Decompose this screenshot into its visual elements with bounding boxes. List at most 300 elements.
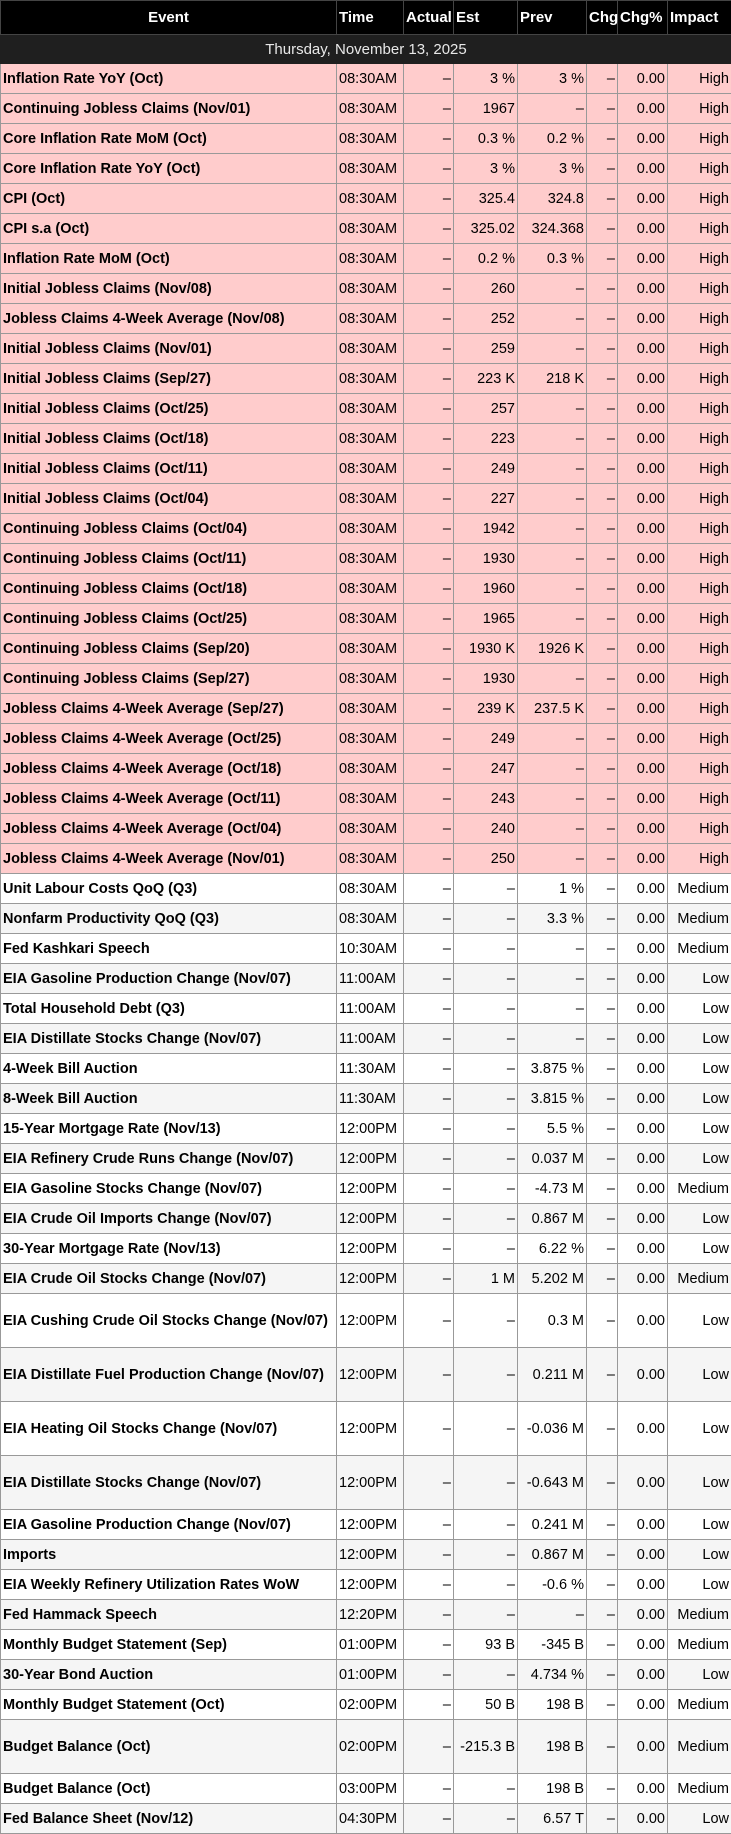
time-cell: 10:30AM <box>337 934 404 964</box>
impact-cell: Medium <box>668 1720 731 1774</box>
impact-cell: Low <box>668 1456 731 1510</box>
chg-cell: – <box>587 604 618 634</box>
time-cell: 08:30AM <box>337 784 404 814</box>
time-cell: 08:30AM <box>337 874 404 904</box>
est-cell: 0.3 % <box>454 124 518 154</box>
event-cell: Initial Jobless Claims (Oct/11) <box>1 454 337 484</box>
table-row[interactable] <box>1 1174 731 1204</box>
table-row[interactable] <box>1 94 731 124</box>
event-cell: Core Inflation Rate MoM (Oct) <box>1 124 337 154</box>
chg-pct-cell: 0.00 <box>618 1114 668 1144</box>
time-cell: 08:30AM <box>337 724 404 754</box>
est-cell: 0.2 % <box>454 244 518 274</box>
impact-cell: High <box>668 394 731 424</box>
table-row[interactable] <box>1 574 731 604</box>
actual-cell: – <box>404 1600 454 1630</box>
actual-cell: – <box>404 544 454 574</box>
time-cell: 12:00PM <box>337 1510 404 1540</box>
chg-cell: – <box>587 994 618 1024</box>
prev-cell: – <box>518 724 587 754</box>
event-cell: Jobless Claims 4-Week Average (Oct/11) <box>1 784 337 814</box>
chg-cell: – <box>587 1144 618 1174</box>
actual-cell: – <box>404 1054 454 1084</box>
time-cell: 08:30AM <box>337 64 404 94</box>
table-row[interactable] <box>1 874 731 904</box>
table-row[interactable] <box>1 514 731 544</box>
event-cell: Total Household Debt (Q3) <box>1 994 337 1024</box>
est-cell: – <box>454 1348 518 1402</box>
impact-cell: High <box>668 94 731 124</box>
event-cell: 15-Year Mortgage Rate (Nov/13) <box>1 1114 337 1144</box>
time-cell: 11:00AM <box>337 1024 404 1054</box>
actual-cell: – <box>404 1570 454 1600</box>
est-cell: – <box>454 904 518 934</box>
est-cell: 223 <box>454 424 518 454</box>
prev-cell: -0.036 M <box>518 1402 587 1456</box>
chg-cell: – <box>587 544 618 574</box>
est-cell: – <box>454 1540 518 1570</box>
event-cell: Fed Kashkari Speech <box>1 934 337 964</box>
event-cell: Jobless Claims 4-Week Average (Oct/04) <box>1 814 337 844</box>
est-cell: 240 <box>454 814 518 844</box>
est-cell: – <box>454 1774 518 1804</box>
event-cell: Inflation Rate YoY (Oct) <box>1 64 337 94</box>
table-row[interactable] <box>1 334 731 364</box>
chg-cell: – <box>587 64 618 94</box>
prev-cell: 1 % <box>518 874 587 904</box>
chg-cell: – <box>587 94 618 124</box>
date-label: Thursday, November 13, 2025 <box>1 35 731 64</box>
chg-cell: – <box>587 844 618 874</box>
est-cell: 1967 <box>454 94 518 124</box>
time-cell: 01:00PM <box>337 1630 404 1660</box>
chg-cell: – <box>587 274 618 304</box>
table-row[interactable] <box>1 784 731 814</box>
table-row[interactable] <box>1 484 731 514</box>
chg-pct-cell: 0.00 <box>618 334 668 364</box>
actual-cell: – <box>404 1348 454 1402</box>
chg-cell: – <box>587 1054 618 1084</box>
impact-cell: Medium <box>668 1774 731 1804</box>
event-cell: Initial Jobless Claims (Oct/18) <box>1 424 337 454</box>
est-cell: -215.3 B <box>454 1720 518 1774</box>
actual-cell: – <box>404 694 454 724</box>
event-cell: Initial Jobless Claims (Oct/04) <box>1 484 337 514</box>
chg-pct-cell: 0.00 <box>618 904 668 934</box>
event-cell: 4-Week Bill Auction <box>1 1054 337 1084</box>
impact-cell: High <box>668 364 731 394</box>
table-row[interactable] <box>1 1540 731 1570</box>
time-cell: 08:30AM <box>337 154 404 184</box>
prev-cell: 3.3 % <box>518 904 587 934</box>
chg-cell: – <box>587 1540 618 1570</box>
impact-cell: Low <box>668 1294 731 1348</box>
time-cell: 08:30AM <box>337 904 404 934</box>
time-cell: 04:30PM <box>337 1804 404 1834</box>
chg-pct-cell: 0.00 <box>618 364 668 394</box>
prev-cell: 1926 K <box>518 634 587 664</box>
impact-cell: Low <box>668 1144 731 1174</box>
chg-pct-cell: 0.00 <box>618 394 668 424</box>
table-row[interactable] <box>1 274 731 304</box>
chg-cell: – <box>587 1024 618 1054</box>
chg-cell: – <box>587 1804 618 1834</box>
actual-cell: – <box>404 304 454 334</box>
prev-cell: 3.815 % <box>518 1084 587 1114</box>
table-row[interactable] <box>1 304 731 334</box>
chg-pct-cell: 0.00 <box>618 1174 668 1204</box>
event-cell: CPI s.a (Oct) <box>1 214 337 244</box>
table-row[interactable] <box>1 184 731 214</box>
prev-cell: – <box>518 334 587 364</box>
est-cell: – <box>454 1660 518 1690</box>
event-cell: Core Inflation Rate YoY (Oct) <box>1 154 337 184</box>
event-cell: Initial Jobless Claims (Nov/08) <box>1 274 337 304</box>
col-header-time[interactable]: Time <box>337 1 404 35</box>
actual-cell: – <box>404 484 454 514</box>
table-row[interactable] <box>1 1204 731 1234</box>
table-row[interactable] <box>1 964 731 994</box>
table-row[interactable] <box>1 64 731 94</box>
table-row[interactable] <box>1 1234 731 1264</box>
chg-pct-cell: 0.00 <box>618 1234 668 1264</box>
prev-cell: 5.202 M <box>518 1264 587 1294</box>
impact-cell: Low <box>668 1570 731 1600</box>
chg-cell: – <box>587 1084 618 1114</box>
event-cell: 8-Week Bill Auction <box>1 1084 337 1114</box>
impact-cell: High <box>668 694 731 724</box>
event-cell: 30-Year Mortgage Rate (Nov/13) <box>1 1234 337 1264</box>
chg-pct-cell: 0.00 <box>618 1294 668 1348</box>
impact-cell: Medium <box>668 1600 731 1630</box>
chg-pct-cell: 0.00 <box>618 1348 668 1402</box>
prev-cell: – <box>518 574 587 604</box>
event-cell: EIA Gasoline Production Change (Nov/07) <box>1 964 337 994</box>
chg-cell: – <box>587 934 618 964</box>
table-row[interactable] <box>1 1348 731 1402</box>
table-row[interactable] <box>1 814 731 844</box>
prev-cell: 4.734 % <box>518 1660 587 1690</box>
prev-cell: -0.6 % <box>518 1570 587 1600</box>
event-cell: Initial Jobless Claims (Nov/01) <box>1 334 337 364</box>
impact-cell: Medium <box>668 1174 731 1204</box>
event-cell: Monthly Budget Statement (Oct) <box>1 1690 337 1720</box>
col-header-actual[interactable]: Actual <box>404 1 454 35</box>
col-header-chg-pct[interactable]: Chg% <box>618 1 668 35</box>
actual-cell: – <box>404 394 454 424</box>
actual-cell: – <box>404 1774 454 1804</box>
event-cell: Jobless Claims 4-Week Average (Oct/18) <box>1 754 337 784</box>
time-cell: 12:00PM <box>337 1570 404 1600</box>
table-row[interactable] <box>1 244 731 274</box>
table-row[interactable] <box>1 904 731 934</box>
time-cell: 08:30AM <box>337 514 404 544</box>
est-cell: – <box>454 994 518 1024</box>
event-cell: Budget Balance (Oct) <box>1 1720 337 1774</box>
table-row[interactable] <box>1 1402 731 1456</box>
event-cell: Continuing Jobless Claims (Oct/04) <box>1 514 337 544</box>
est-cell: 1930 <box>454 544 518 574</box>
est-cell: 1930 K <box>454 634 518 664</box>
event-cell: 30-Year Bond Auction <box>1 1660 337 1690</box>
table-row[interactable] <box>1 934 731 964</box>
prev-cell: 0.037 M <box>518 1144 587 1174</box>
table-row[interactable] <box>1 1804 731 1834</box>
prev-cell: 0.3 % <box>518 244 587 274</box>
prev-cell: – <box>518 394 587 424</box>
chg-cell: – <box>587 694 618 724</box>
time-cell: 11:30AM <box>337 1054 404 1084</box>
chg-cell: – <box>587 514 618 544</box>
time-cell: 08:30AM <box>337 304 404 334</box>
table-row[interactable] <box>1 1084 731 1114</box>
table-row[interactable] <box>1 1294 731 1348</box>
impact-cell: Low <box>668 1540 731 1570</box>
header-row <box>1 1 731 35</box>
table-row[interactable] <box>1 844 731 874</box>
actual-cell: – <box>404 454 454 484</box>
impact-cell: High <box>668 514 731 544</box>
actual-cell: – <box>404 844 454 874</box>
chg-cell: – <box>587 664 618 694</box>
date-group-row <box>1 35 731 64</box>
table-row[interactable] <box>1 1024 731 1054</box>
chg-cell: – <box>587 124 618 154</box>
prev-cell: 0.867 M <box>518 1204 587 1234</box>
chg-pct-cell: 0.00 <box>618 724 668 754</box>
chg-pct-cell: 0.00 <box>618 1570 668 1600</box>
event-cell: EIA Heating Oil Stocks Change (Nov/07) <box>1 1402 337 1456</box>
impact-cell: Medium <box>668 1264 731 1294</box>
table-row[interactable] <box>1 604 731 634</box>
actual-cell: – <box>404 214 454 244</box>
event-cell: Nonfarm Productivity QoQ (Q3) <box>1 904 337 934</box>
table-row[interactable] <box>1 1144 731 1174</box>
time-cell: 08:30AM <box>337 544 404 574</box>
table-row[interactable] <box>1 994 731 1024</box>
actual-cell: – <box>404 274 454 304</box>
table-row[interactable] <box>1 724 731 754</box>
table-row[interactable] <box>1 1264 731 1294</box>
actual-cell: – <box>404 1456 454 1510</box>
chg-pct-cell: 0.00 <box>618 484 668 514</box>
impact-cell: Low <box>668 994 731 1024</box>
chg-pct-cell: 0.00 <box>618 784 668 814</box>
chg-pct-cell: 0.00 <box>618 694 668 724</box>
est-cell: – <box>454 964 518 994</box>
time-cell: 08:30AM <box>337 424 404 454</box>
prev-cell: – <box>518 754 587 784</box>
table-row[interactable] <box>1 634 731 664</box>
event-cell: EIA Cushing Crude Oil Stocks Change (Nov/07) <box>1 1294 337 1348</box>
actual-cell: – <box>404 1204 454 1234</box>
impact-cell: High <box>668 334 731 364</box>
time-cell: 12:00PM <box>337 1540 404 1570</box>
est-cell: – <box>454 1402 518 1456</box>
event-cell: CPI (Oct) <box>1 184 337 214</box>
time-cell: 08:30AM <box>337 274 404 304</box>
chg-cell: – <box>587 1774 618 1804</box>
table-row[interactable] <box>1 694 731 724</box>
est-cell: 325.4 <box>454 184 518 214</box>
time-cell: 12:00PM <box>337 1234 404 1264</box>
impact-cell: Medium <box>668 1690 731 1720</box>
prev-cell: – <box>518 484 587 514</box>
event-cell: Continuing Jobless Claims (Sep/20) <box>1 634 337 664</box>
time-cell: 12:00PM <box>337 1402 404 1456</box>
table-row[interactable] <box>1 124 731 154</box>
col-header-impact[interactable]: Impact <box>668 1 731 35</box>
est-cell: – <box>454 1054 518 1084</box>
prev-cell: 0.241 M <box>518 1510 587 1540</box>
prev-cell: 0.2 % <box>518 124 587 154</box>
col-header-est[interactable]: Est <box>454 1 518 35</box>
table-row[interactable] <box>1 454 731 484</box>
est-cell: – <box>454 1600 518 1630</box>
table-row[interactable] <box>1 1456 731 1510</box>
table-row[interactable] <box>1 1774 731 1804</box>
impact-cell: High <box>668 574 731 604</box>
est-cell: 257 <box>454 394 518 424</box>
table-row[interactable] <box>1 1114 731 1144</box>
chg-cell: – <box>587 1234 618 1264</box>
time-cell: 12:00PM <box>337 1174 404 1204</box>
actual-cell: – <box>404 964 454 994</box>
est-cell: – <box>454 1084 518 1114</box>
table-row[interactable] <box>1 1054 731 1084</box>
table-row[interactable] <box>1 1630 731 1660</box>
time-cell: 12:00PM <box>337 1114 404 1144</box>
table-row[interactable] <box>1 154 731 184</box>
event-cell: Continuing Jobless Claims (Oct/25) <box>1 604 337 634</box>
chg-pct-cell: 0.00 <box>618 1660 668 1690</box>
prev-cell: 6.22 % <box>518 1234 587 1264</box>
chg-pct-cell: 0.00 <box>618 154 668 184</box>
event-cell: Initial Jobless Claims (Sep/27) <box>1 364 337 394</box>
actual-cell: – <box>404 1690 454 1720</box>
prev-cell: 5.5 % <box>518 1114 587 1144</box>
table-row[interactable] <box>1 1570 731 1600</box>
chg-pct-cell: 0.00 <box>618 574 668 604</box>
actual-cell: – <box>404 334 454 364</box>
impact-cell: High <box>668 484 731 514</box>
table-row[interactable] <box>1 1600 731 1630</box>
impact-cell: Low <box>668 1804 731 1834</box>
time-cell: 08:30AM <box>337 454 404 484</box>
time-cell: 08:30AM <box>337 664 404 694</box>
table-row[interactable] <box>1 664 731 694</box>
actual-cell: – <box>404 1510 454 1540</box>
chg-cell: – <box>587 244 618 274</box>
impact-cell: Low <box>668 1660 731 1690</box>
time-cell: 08:30AM <box>337 334 404 364</box>
prev-cell: – <box>518 514 587 544</box>
time-cell: 02:00PM <box>337 1720 404 1774</box>
time-cell: 12:00PM <box>337 1144 404 1174</box>
impact-cell: Low <box>668 1084 731 1114</box>
table-row[interactable] <box>1 1690 731 1720</box>
table-row[interactable] <box>1 394 731 424</box>
chg-cell: – <box>587 1114 618 1144</box>
event-cell: Inflation Rate MoM (Oct) <box>1 244 337 274</box>
prev-cell: 3 % <box>518 64 587 94</box>
table-row[interactable] <box>1 754 731 784</box>
col-header-chg[interactable]: Chg <box>587 1 618 35</box>
chg-pct-cell: 0.00 <box>618 1600 668 1630</box>
col-header-prev[interactable]: Prev <box>518 1 587 35</box>
chg-pct-cell: 0.00 <box>618 874 668 904</box>
chg-cell: – <box>587 574 618 604</box>
actual-cell: – <box>404 244 454 274</box>
chg-cell: – <box>587 724 618 754</box>
event-cell: EIA Refinery Crude Runs Change (Nov/07) <box>1 1144 337 1174</box>
time-cell: 08:30AM <box>337 124 404 154</box>
table-row[interactable] <box>1 1510 731 1540</box>
chg-cell: – <box>587 364 618 394</box>
impact-cell: Low <box>668 1234 731 1264</box>
est-cell: 1930 <box>454 664 518 694</box>
col-header-event[interactable]: Event <box>1 1 337 35</box>
chg-cell: – <box>587 304 618 334</box>
table-row[interactable] <box>1 424 731 454</box>
prev-cell: -0.643 M <box>518 1456 587 1510</box>
prev-cell: 218 K <box>518 364 587 394</box>
impact-cell: High <box>668 604 731 634</box>
actual-cell: – <box>404 154 454 184</box>
prev-cell: 0.3 M <box>518 1294 587 1348</box>
est-cell: – <box>454 1804 518 1834</box>
table-row[interactable] <box>1 364 731 394</box>
prev-cell: 237.5 K <box>518 694 587 724</box>
time-cell: 08:30AM <box>337 844 404 874</box>
time-cell: 08:30AM <box>337 214 404 244</box>
est-cell: – <box>454 1510 518 1540</box>
chg-pct-cell: 0.00 <box>618 1510 668 1540</box>
prev-cell: -4.73 M <box>518 1174 587 1204</box>
event-cell: Fed Hammack Speech <box>1 1600 337 1630</box>
chg-pct-cell: 0.00 <box>618 304 668 334</box>
chg-cell: – <box>587 1690 618 1720</box>
chg-pct-cell: 0.00 <box>618 664 668 694</box>
chg-cell: – <box>587 214 618 244</box>
actual-cell: – <box>404 1720 454 1774</box>
chg-cell: – <box>587 754 618 784</box>
event-cell: EIA Gasoline Production Change (Nov/07) <box>1 1510 337 1540</box>
table-row[interactable] <box>1 1660 731 1690</box>
table-row[interactable] <box>1 214 731 244</box>
event-cell: Jobless Claims 4-Week Average (Oct/25) <box>1 724 337 754</box>
table-row[interactable] <box>1 1720 731 1774</box>
chg-cell: – <box>587 1630 618 1660</box>
table-row[interactable] <box>1 544 731 574</box>
impact-cell: High <box>668 64 731 94</box>
chg-pct-cell: 0.00 <box>618 604 668 634</box>
prev-cell: 6.57 T <box>518 1804 587 1834</box>
prev-cell: 198 B <box>518 1774 587 1804</box>
prev-cell: 0.867 M <box>518 1540 587 1570</box>
prev-cell: – <box>518 994 587 1024</box>
chg-pct-cell: 0.00 <box>618 754 668 784</box>
actual-cell: – <box>404 1660 454 1690</box>
time-cell: 12:00PM <box>337 1294 404 1348</box>
actual-cell: – <box>404 1294 454 1348</box>
actual-cell: – <box>404 1630 454 1660</box>
prev-cell: – <box>518 784 587 814</box>
est-cell: 260 <box>454 274 518 304</box>
est-cell: 239 K <box>454 694 518 724</box>
event-cell: Jobless Claims 4-Week Average (Nov/01) <box>1 844 337 874</box>
chg-pct-cell: 0.00 <box>618 1774 668 1804</box>
